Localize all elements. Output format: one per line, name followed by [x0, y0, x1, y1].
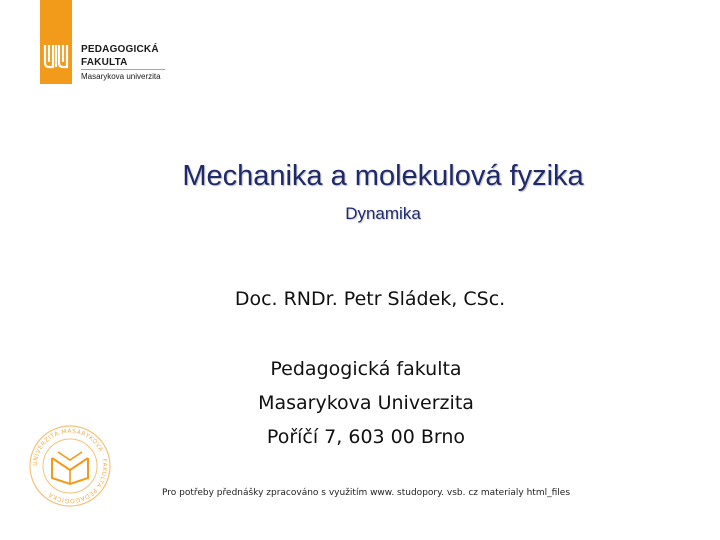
source-footnote: Pro potřeby přednášky zpracováno s využitím www. studopory. vsb. cz materialy html_files	[161, 488, 571, 498]
mu-monogram-icon	[43, 43, 69, 69]
author-name: Doc. RNDr. Petr Sládek, CSc.	[234, 288, 506, 310]
affiliation-line-2: Masarykova Univerzita	[258, 392, 474, 414]
mu-faculty-logo-icon	[40, 0, 72, 84]
svg-text:UNIVERZITA MASARYKOVA · FAKULT: UNIVERZITA MASARYKOVA · FAKULTA PEDAGOGICKÁ ·	[31, 427, 109, 505]
logo-text-line3: Masarykova univerzita	[81, 72, 161, 81]
affiliation-line-3: Poříčí 7, 603 00 Brno	[266, 426, 466, 448]
logo-text-line1: PEDAGOGICKÁ	[81, 44, 159, 55]
logo-text-line2: FAKULTA	[81, 57, 128, 68]
affiliation-line-1: Pedagogická fakulta	[270, 358, 462, 380]
faculty-logo	[40, 0, 180, 84]
slide-subtitle: Dynamika	[345, 204, 421, 223]
logo-divider	[81, 69, 165, 70]
slide-title: Mechanika a molekulová fyzika	[182, 160, 584, 192]
